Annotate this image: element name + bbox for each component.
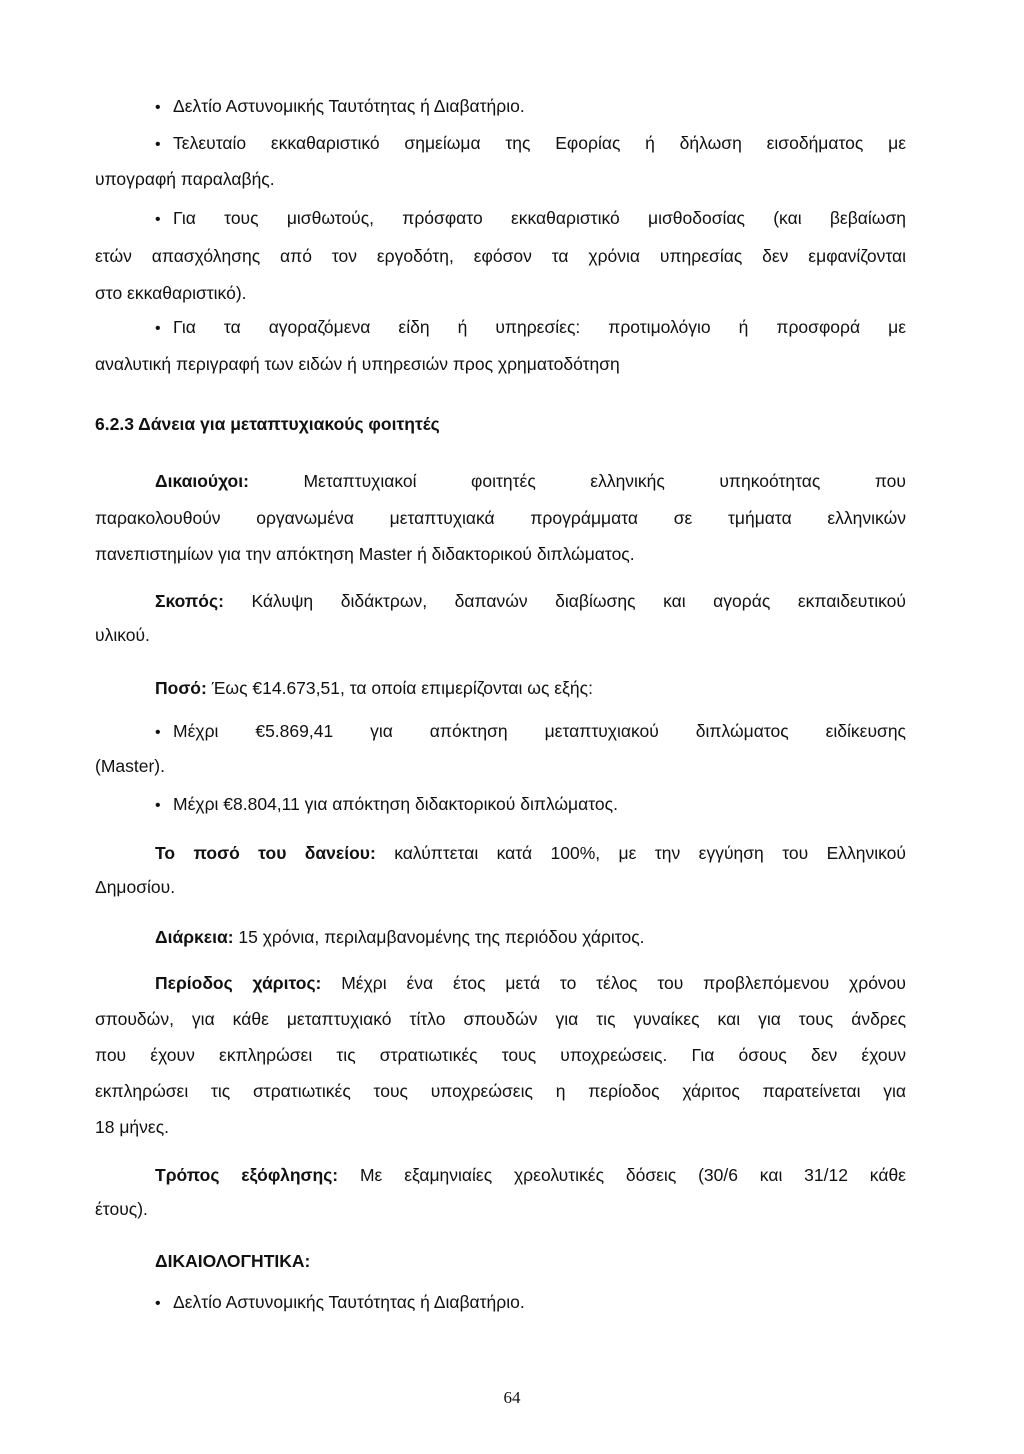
paragraph-line: που έχουν εκπληρώσει τις στρατιωτικές τους υποχρεώσεις. Για όσους δεν έχουν	[95, 1045, 906, 1065]
label: Ποσό:	[155, 678, 207, 698]
paragraph-line: σπουδών, για κάθε μεταπτυχιακό τίτλο σπουδών για τις γυναίκες και για τους άνδρες	[95, 1009, 906, 1029]
label: Το ποσό του δανείου:	[155, 843, 376, 863]
paragraph-line: στο εκκαθαριστικό).	[95, 283, 247, 303]
label: Δικαιούχοι:	[155, 471, 249, 491]
list-item: • Τελευταίο εκκαθαριστικό σημείωμα της Εφορίας ή δήλωση εισοδήματος με	[155, 132, 906, 156]
paragraph-line: Διάρκεια: 15 χρόνια, περιλαμβανομένης της περιόδου χάριτος.	[155, 927, 645, 947]
list-item: • Δελτίο Αστυνομικής Ταυτότητας ή Διαβατήριο.	[155, 1291, 525, 1315]
page-number: 64	[503, 1388, 521, 1407]
paragraph-line: 18 μήνες.	[95, 1117, 169, 1137]
paragraph-line: Ποσό: Έως €14.673,51, τα οποία επιμερίζονται ως εξής:	[155, 678, 593, 698]
paragraph-line: έτους).	[95, 1199, 148, 1219]
label: Σκοπός:	[155, 591, 224, 611]
paragraph-line: ετών απασχόλησης από τον εργοδότη, εφόσον τα χρόνια υπηρεσίας δεν εμφανίζονται	[95, 246, 906, 266]
paragraph-line: Τρόπος εξόφλησης: Με εξαμηνιαίες χρεολυτικές δόσεις (30/6 και 31/12 κάθε	[155, 1165, 906, 1185]
paragraph-line: υλικού.	[95, 625, 150, 645]
paragraph-line: Σκοπός: Κάλυψη διδάκτρων, δαπανών διαβίωσης και αγοράς εκπαιδευτικού	[155, 591, 906, 611]
paragraph-line: πανεπιστημίων για την απόκτηση Master ή διδακτορικού διπλώματος.	[95, 544, 635, 564]
list-item: • Για τα αγοραζόμενα είδη ή υπηρεσίες: προτιμολόγιο ή προσφορά με	[155, 316, 906, 340]
paragraph-line: Περίοδος χάριτος: Μέχρι ένα έτος μετά το τέλος του προβλεπόμενου χρόνου	[155, 973, 906, 993]
label: Περίοδος χάριτος:	[155, 973, 322, 993]
paragraph-line: εκπληρώσει τις στρατιωτικές τους υποχρεώσεις η περίοδος χάριτος παρατείνεται για	[95, 1081, 906, 1101]
paragraph-line: Δικαιούχοι: Μεταπτυχιακοί φοιτητές ελληνικής υπηκοότητας που	[155, 471, 906, 491]
list-item: • Μέχρι €8.804,11 για απόκτηση διδακτορικού διπλώματος.	[155, 793, 618, 817]
paragraph-line: Δημοσίου.	[95, 877, 176, 897]
list-item: • Μέχρι €5.869,41 για απόκτηση μεταπτυχιακού διπλώματος ειδίκευσης	[155, 720, 906, 744]
paragraph-line: υπογραφή παραλαβής.	[95, 169, 275, 189]
label: Τρόπος εξόφλησης:	[155, 1165, 339, 1185]
subheading: ΔΙΚΑΙΟΛΟΓΗΤΙΚΑ:	[155, 1251, 311, 1271]
list-item: • Δελτίο Αστυνομικής Ταυτότητας ή Διαβατήριο.	[155, 95, 525, 119]
label: Διάρκεια:	[155, 927, 234, 947]
paragraph-line: Το ποσό του δανείου: καλύπτεται κατά 100%, με την εγγύηση του Ελληνικού	[155, 843, 906, 863]
list-item: • Για τους μισθωτούς, πρόσφατο εκκαθαριστικό μισθοδοσίας (και βεβαίωση	[155, 207, 906, 231]
paragraph-line: παρακολουθούν οργανωμένα μεταπτυχιακά προγράμματα σε τμήματα ελληνικών	[95, 508, 906, 528]
section-heading: 6.2.3 Δάνεια για μεταπτυχιακούς φοιτητές	[95, 414, 440, 434]
paragraph-line: (Master).	[95, 756, 165, 776]
paragraph-line: αναλυτική περιγραφή των ειδών ή υπηρεσιών προς χρηματοδότηση	[95, 354, 620, 374]
